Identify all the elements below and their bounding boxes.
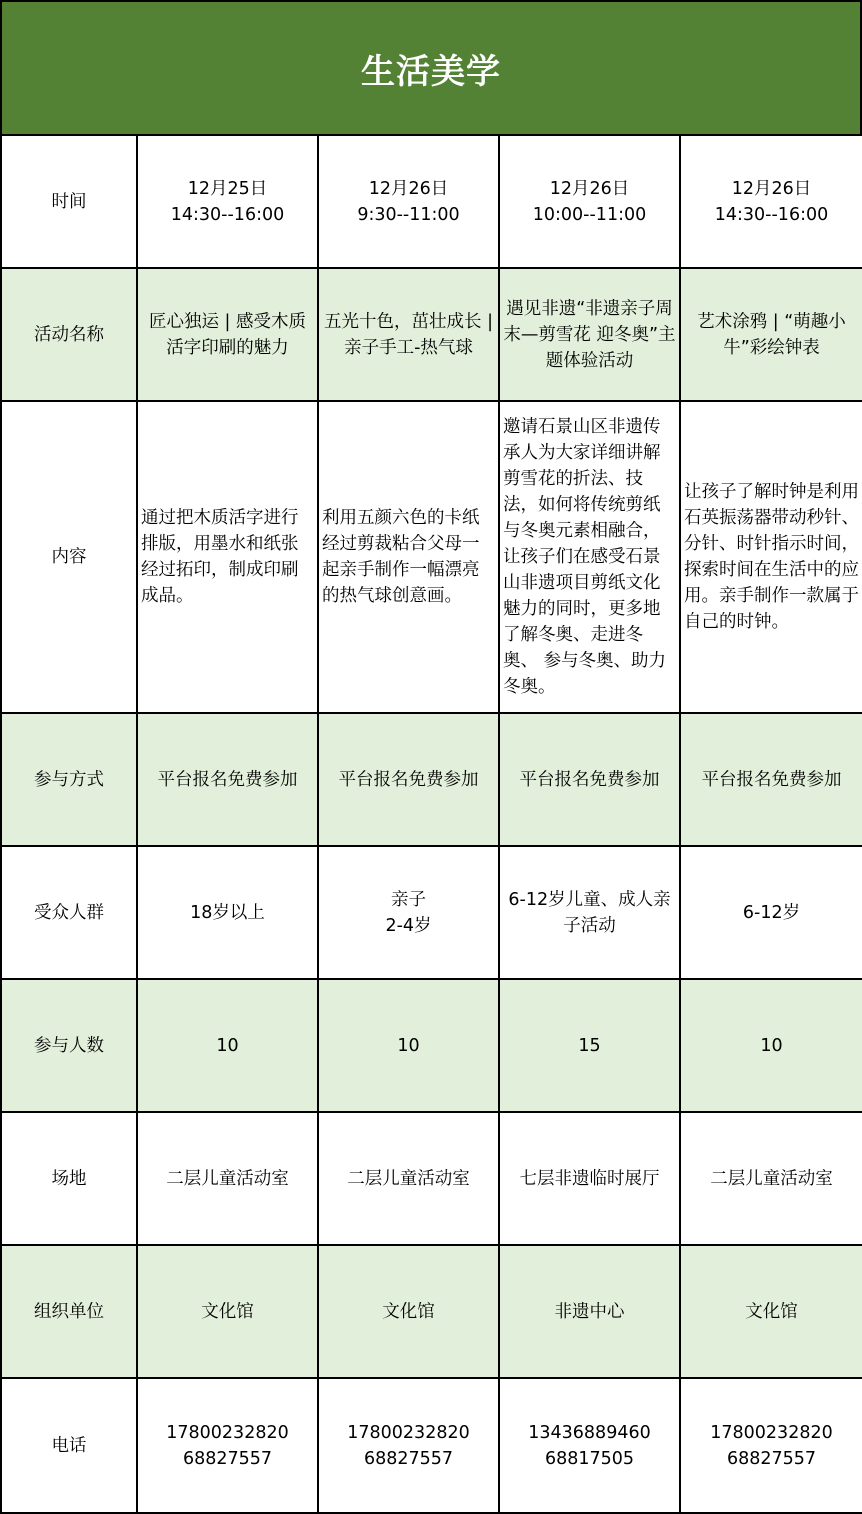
audience-text: 6-12岁儿童、成人亲子活动 [508, 889, 671, 936]
time-range-text: 10:00--11:00 [532, 204, 647, 225]
audience-cell [680, 846, 862, 979]
org-cell: 非遗中心 [499, 1245, 680, 1378]
method-cell: 平台报名免费参加 [680, 713, 862, 846]
date-text: 12月25日 [187, 178, 268, 199]
row-label-venue: 场地 [1, 1112, 137, 1245]
audience-cell [137, 846, 318, 979]
date-text: 12月26日 [549, 178, 630, 199]
time-cell [137, 135, 318, 268]
page-title: 生活美学 [361, 51, 501, 92]
phone-cell [499, 1378, 680, 1513]
row-label-method: 参与方式 [1, 713, 137, 846]
audience-text: 18岁以上 [190, 902, 265, 923]
time-cell [499, 135, 680, 268]
content-cell: 通过把木质活字进行排版，用墨水和纸张经过拓印，制成印刷成品。 [137, 401, 318, 713]
method-cell: 平台报名免费参加 [137, 713, 318, 846]
time-range-text: 14:30--16:00 [714, 204, 829, 225]
time-cell [680, 135, 862, 268]
activity-name-cell: 艺术涂鸦 | “萌趣小牛”彩绘钟表 [680, 268, 862, 401]
venue-cell: 七层非遗临时展厅 [499, 1112, 680, 1245]
table-row [1, 1378, 862, 1513]
row-label-time: 时间 [1, 135, 137, 268]
mobile-number: 17800232820 [166, 1422, 289, 1443]
count-cell: 10 [137, 979, 318, 1112]
time-range-text: 14:30--16:00 [170, 204, 285, 225]
activity-name-cell: 遇见非遗“非遗亲子周末—剪雪花 迎冬奥”主题体验活动 [499, 268, 680, 401]
row-label-org: 组织单位 [1, 1245, 137, 1378]
row-label-name: 活动名称 [1, 268, 137, 401]
title-banner [0, 0, 862, 134]
phone-cell [318, 1378, 499, 1513]
count-cell: 15 [499, 979, 680, 1112]
content-cell: 让孩子了解时钟是利用石英振荡器带动秒针、分针、时针指示时间，探索时间在生活中的应用。亲手制作一款属于自己的时钟。 [680, 401, 862, 713]
activity-table [0, 134, 862, 1514]
venue-cell: 二层儿童活动室 [318, 1112, 499, 1245]
table-row [1, 401, 862, 713]
table-row [1, 1245, 862, 1378]
count-cell: 10 [680, 979, 862, 1112]
activity-name-cell: 匠心独运 | 感受木质活字印刷的魅力 [137, 268, 318, 401]
mobile-number: 17800232820 [347, 1422, 470, 1443]
row-label-content: 内容 [1, 401, 137, 713]
org-cell: 文化馆 [680, 1245, 862, 1378]
mobile-number: 17800232820 [710, 1422, 833, 1443]
table-row [1, 1112, 862, 1245]
venue-cell: 二层儿童活动室 [137, 1112, 318, 1245]
activity-name-cell: 五光十色，茁壮成长 | 亲子手工-热气球 [318, 268, 499, 401]
org-cell: 文化馆 [318, 1245, 499, 1378]
audience-age-text: 2-4岁 [385, 915, 432, 936]
time-range-text: 9:30--11:00 [357, 204, 460, 225]
row-label-count: 参与人数 [1, 979, 137, 1112]
row-label-phone: 电话 [1, 1378, 137, 1513]
content-cell: 利用五颜六色的卡纸经过剪裁粘合父母一起亲手制作一幅漂亮的热气球创意画。 [318, 401, 499, 713]
phone-cell [137, 1378, 318, 1513]
content-cell: 邀请石景山区非遗传承人为大家详细讲解剪雪花的折法、技法，如何将传统剪纸与冬奥元素相融合，让孩子们在感受石景山非遗项目剪纸文化魅力的同时，更多地了解冬奥、走进冬奥、 参与冬奥、助力冬奥。 [499, 401, 680, 713]
audience-text: 亲子 [391, 889, 426, 910]
time-cell [318, 135, 499, 268]
org-cell: 文化馆 [137, 1245, 318, 1378]
landline-number: 68827557 [182, 1448, 273, 1469]
landline-number: 68827557 [363, 1448, 454, 1469]
method-cell: 平台报名免费参加 [499, 713, 680, 846]
landline-number: 68817505 [544, 1448, 635, 1469]
table-row [1, 268, 862, 401]
table-row [1, 979, 862, 1112]
method-cell: 平台报名免费参加 [318, 713, 499, 846]
row-label-audience: 受众人群 [1, 846, 137, 979]
date-text: 12月26日 [368, 178, 449, 199]
audience-cell [318, 846, 499, 979]
mobile-number: 13436889460 [528, 1422, 651, 1443]
table-row [1, 846, 862, 979]
count-cell: 10 [318, 979, 499, 1112]
audience-text: 6-12岁 [742, 902, 801, 923]
date-text: 12月26日 [731, 178, 812, 199]
phone-cell [680, 1378, 862, 1513]
audience-cell [499, 846, 680, 979]
table-row [1, 135, 862, 268]
venue-cell: 二层儿童活动室 [680, 1112, 862, 1245]
landline-number: 68827557 [726, 1448, 817, 1469]
table-row [1, 713, 862, 846]
